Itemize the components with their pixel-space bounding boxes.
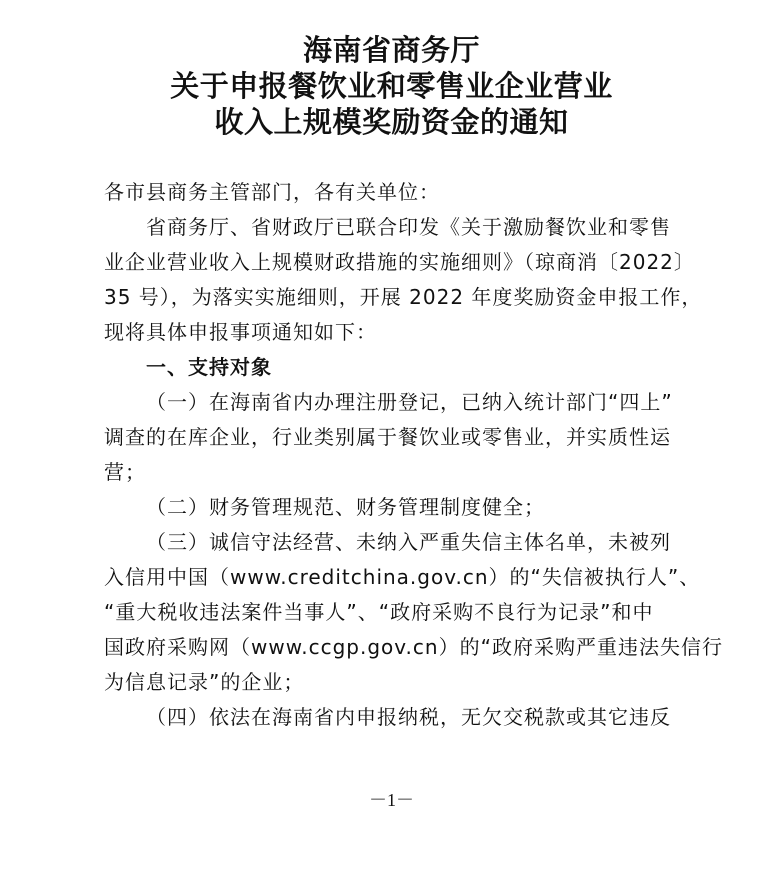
title-line-2: 关于申报餐饮业和零售业企业营业 [170, 69, 613, 103]
body-line: 国政府采购网（www.ccgp.gov.cn）的“政府采购严重违法失信行 [104, 635, 723, 659]
title-line-1: 海南省商务厅 [302, 33, 480, 67]
body-line: 调查的在库企业，行业类别属于餐饮业或零售业，并实质性运 [104, 425, 671, 449]
page-number: －1－ [369, 790, 414, 810]
section-heading: 一、支持对象 [146, 355, 272, 379]
salutation: 各市县商务主管部门，各有关单位： [104, 180, 440, 204]
body-line: 为信息记录”的企业； [104, 670, 305, 694]
body-line: 35 号），为落实实施细则，开展 2022 年度奖励资金申报工作， [104, 285, 703, 309]
body-line: 营； [104, 460, 146, 484]
body-line: 现将具体申报事项通知如下： [104, 320, 377, 344]
body-line: 入信用中国（www.creditchina.gov.cn）的“失信被执行人”、 [104, 565, 701, 589]
body-line: （三）诚信守法经营、未纳入严重失信主体名单，未被列 [146, 530, 671, 554]
body-line: （四）依法在海南省内申报纳税，无欠交税款或其它违反 [146, 705, 671, 729]
body-line: 省商务厅、省财政厅已联合印发《关于激励餐饮业和零售 [146, 215, 671, 239]
body-line: （二）财务管理规范、财务管理制度健全； [146, 495, 545, 519]
body-line: 业企业营业收入上规模财政措施的实施细则》（琼商消〔2022〕 [104, 250, 695, 274]
body-line: （一）在海南省内办理注册登记，已纳入统计部门“四上” [146, 390, 673, 414]
title-line-3: 收入上规模奖励资金的通知 [214, 105, 569, 139]
body-line: “重大税收违法案件当事人”、“政府采购不良行为记录”和中 [104, 600, 654, 624]
